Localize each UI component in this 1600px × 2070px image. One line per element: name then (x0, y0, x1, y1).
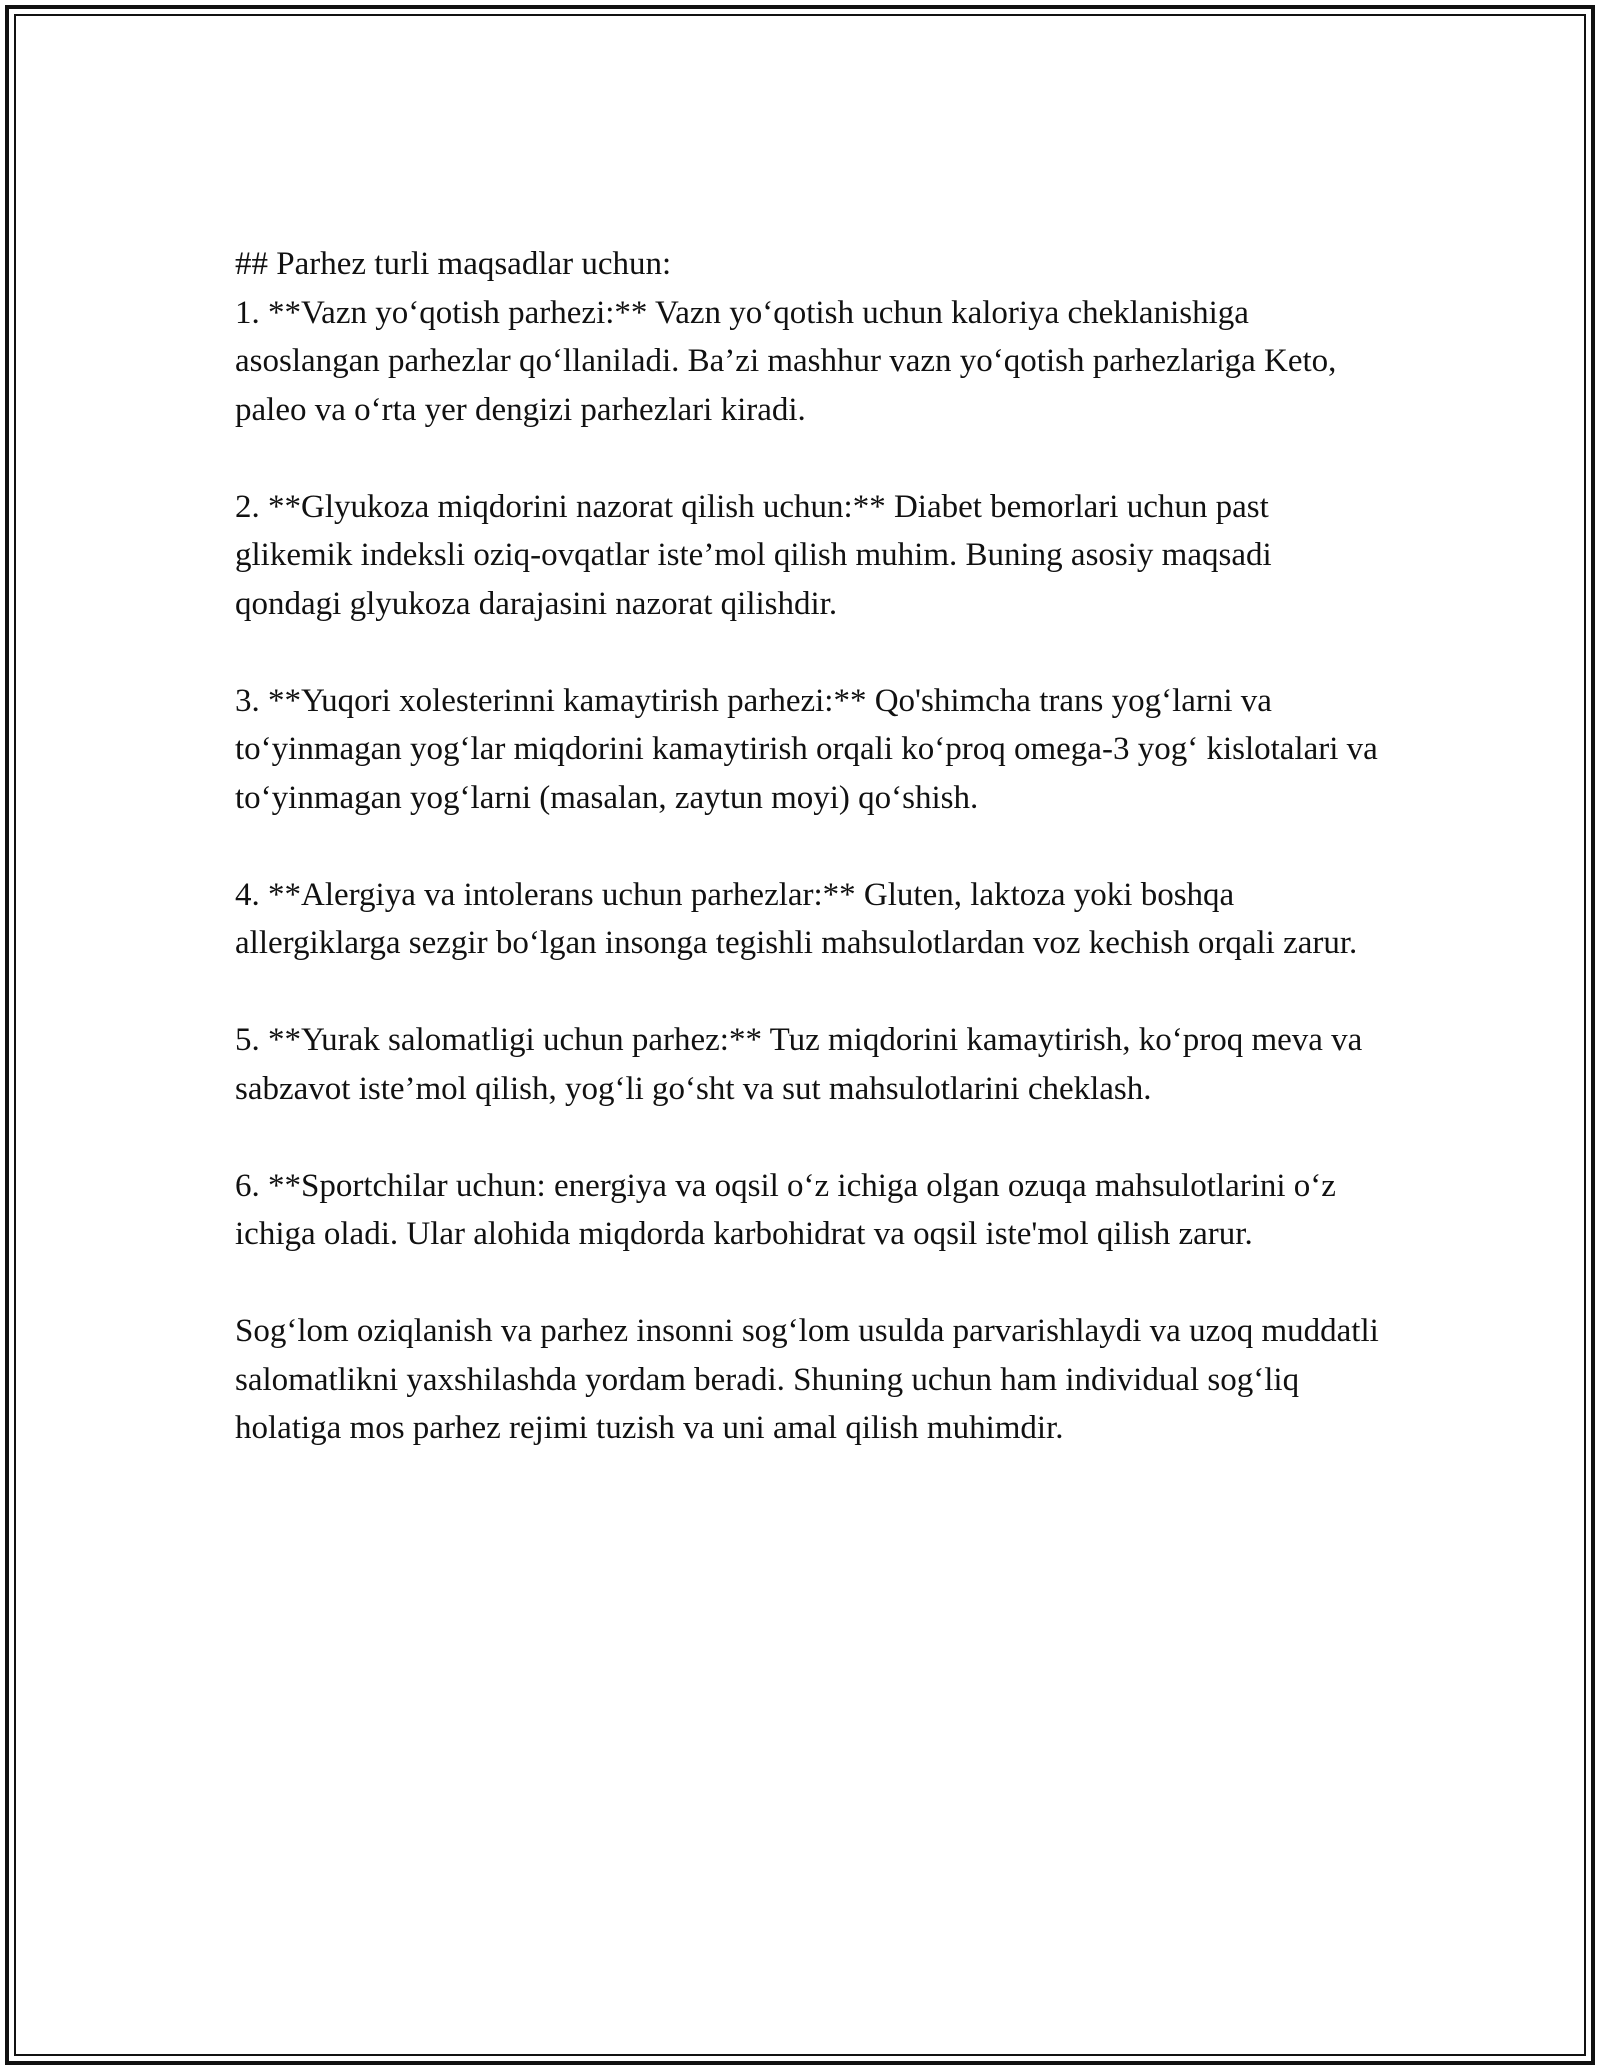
list-item-3: 3. **Yuqori xolesterinni kamaytirish parhezi:** Qo'shimcha trans yog‘larni va to‘yinmagan yog‘lar miqdorini kamaytirish orqali ko‘proq omega-3 yog‘ kislotalari va to‘yinmagan yog‘larni (masalan, zaytun moyi) qo‘shish. (235, 682, 1378, 816)
list-item-6: 6. **Sportchilar uchun: energiya va oqsil o‘z ichiga olgan ozuqa mahsulotlarini o‘z ichiga oladi. Ular alohida miqdorda karbohidrat va oqsil iste'mol qilish zarur. (235, 1167, 1336, 1252)
section-1 (235, 240, 1385, 434)
document-body (235, 240, 1385, 1453)
list-item-5: 5. **Yurak salomatligi uchun parhez:** Tuz miqdorini kamaytirish, ko‘proq meva va sabzavot iste’mol qilish, yog‘li go‘sht va sut mahsulotlarini cheklash. (235, 1022, 1363, 1107)
list-item-1: 1. **Vazn yo‘qotish parhezi:** Vazn yo‘qotish uchun kaloriya cheklanishiga asoslangan parhezlar qo‘llaniladi. Ba’zi mashhur vazn yo‘qotish parhezlariga Keto, paleo va o‘rta yer dengizi parhezlari kiradi. (235, 294, 1337, 428)
list-item-4: 4. **Alergiya va intolerans uchun parhezlar:** Gluten, laktoza yoki boshqa allergiklarga sezgir bo‘lgan insonga tegishli mahsulotlardan voz kechish orqali zarur. (235, 876, 1358, 961)
list-item-2: 2. **Glyukoza miqdorini nazorat qilish uchun:** Diabet bemorlari uchun past glikemik indeksli oziq-ovqatlar iste’mol qilish muhim. Buning asosiy maqsadi qondagi glyukoza darajasini nazorat qilishdir. (235, 488, 1272, 622)
conclusion-paragraph: Sog‘lom oziqlanish va parhez insonni sog‘lom usulda parvarishlaydi va uzoq muddatli salomatlikni yaxshilashda yordam beradi. Shuning uchun ham individual sog‘liq holatiga mos parhez rejimi tuzish va uni amal qilish muhimdir. (235, 1313, 1379, 1446)
document-heading: ## Parhez turli maqsadlar uchun: (235, 246, 672, 282)
